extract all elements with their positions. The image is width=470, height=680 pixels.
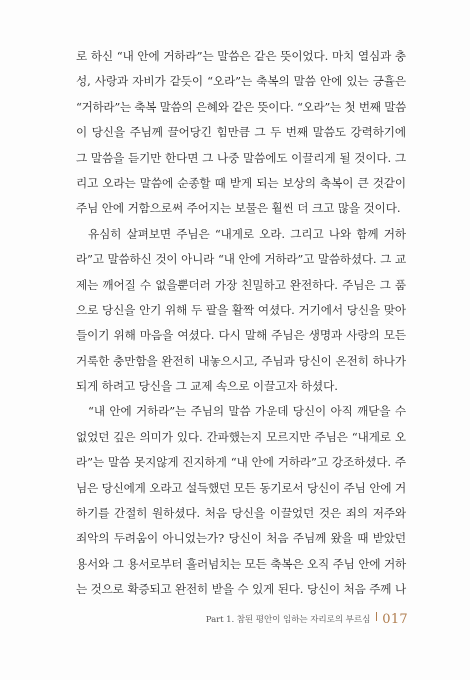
text-line: 이 당신을 주님께 끌어당긴 힘만큼 그 두 번째 말씀도 강력하기에: [76, 125, 406, 140]
text-line: “거하라”는 축복 말씀의 은혜와 같은 뜻이다. “오라”는 첫 번째 말씀: [76, 99, 406, 114]
text-line: 들이기 위해 마음을 여셨다. 다시 말해 주님은 생명과 사랑의 모든: [76, 328, 406, 343]
text-line: 주님 안에 거함으로써 주어지는 보물은 훨씬 더 크고 많을 것이다.: [76, 201, 401, 216]
text-line: 없었던 깊은 의미가 있다. 간파했는지 모르지만 주님은 “내게로 오: [76, 429, 406, 444]
text-line: 성, 사랑과 자비가 같듯이 “오라”는 축복의 말씀 안에 있는 긍휼은: [76, 74, 406, 89]
body-text: [76, 44, 406, 603]
text-line: 라”고 말씀하신 것이 아니라 “내 안에 거하라”고 말씀하셨다. 그 교: [76, 252, 406, 267]
text-line: 되게 하려고 당신을 그 교제 속으로 이끌고자 하셨다.: [76, 379, 338, 394]
page-footer: [206, 609, 408, 629]
text-line: 님은 당신에게 오라고 설득했던 모든 동기로서 당신이 주님 안에 거: [76, 480, 406, 495]
text-line: 으로 당신을 안기 위해 두 팔을 활짝 여셨다. 거기에서 당신을 맞아: [76, 302, 406, 317]
text-line: 유심히 살펴보면 주님은 “내게로 오라. 그리고 나와 함께 거하: [88, 226, 406, 241]
text-line: 죄악의 두려움이 아니었는가? 당신이 처음 주님께 왔을 때 받았던: [76, 531, 406, 546]
text-line: 는 것으로 확증되고 완전히 받을 수 있게 된다. 당신이 처음 주께 나: [76, 582, 406, 597]
text-line: 거룩한 충만함을 완전히 내놓으시고, 주님과 당신이 온전히 하나가: [76, 353, 406, 368]
text-line: 그 말씀을 듣기만 한다면 그 나중 말씀에도 이끌리게 될 것이다. 그: [76, 150, 406, 165]
text-line: 제는 깨어질 수 없을뿐더러 가장 친밀하고 완전하다. 주님은 그 품: [76, 277, 406, 292]
running-head: Part 1. 참된 평안이 임하는 자리로의 부르심: [205, 615, 371, 625]
text-line: 하기를 간절히 원하셨다. 처음 당신을 이끌었던 것은 죄의 저주와: [76, 506, 406, 521]
text-line: 라”는 말씀 못지않게 진지하게 “내 안에 거하라”고 강조하셨다. 주: [76, 455, 406, 470]
text-line: “내 안에 거하라”는 주님의 말씀 가운데 당신이 아직 깨닫을 수: [88, 404, 406, 419]
text-line: 리고 오라는 말씀에 순종할 때 받게 되는 보상의 축복이 큰 것같이: [76, 175, 406, 190]
page-number: 017: [382, 611, 408, 627]
footer-separator: [376, 612, 377, 621]
text-line: 용서와 그 용서로부터 흘러넘치는 모든 축복은 오직 주님 안에 거하: [76, 556, 406, 571]
text-line: 로 하신 “내 안에 거하라”는 말씀은 같은 뜻이었다. 마치 열심과 충: [76, 49, 406, 63]
